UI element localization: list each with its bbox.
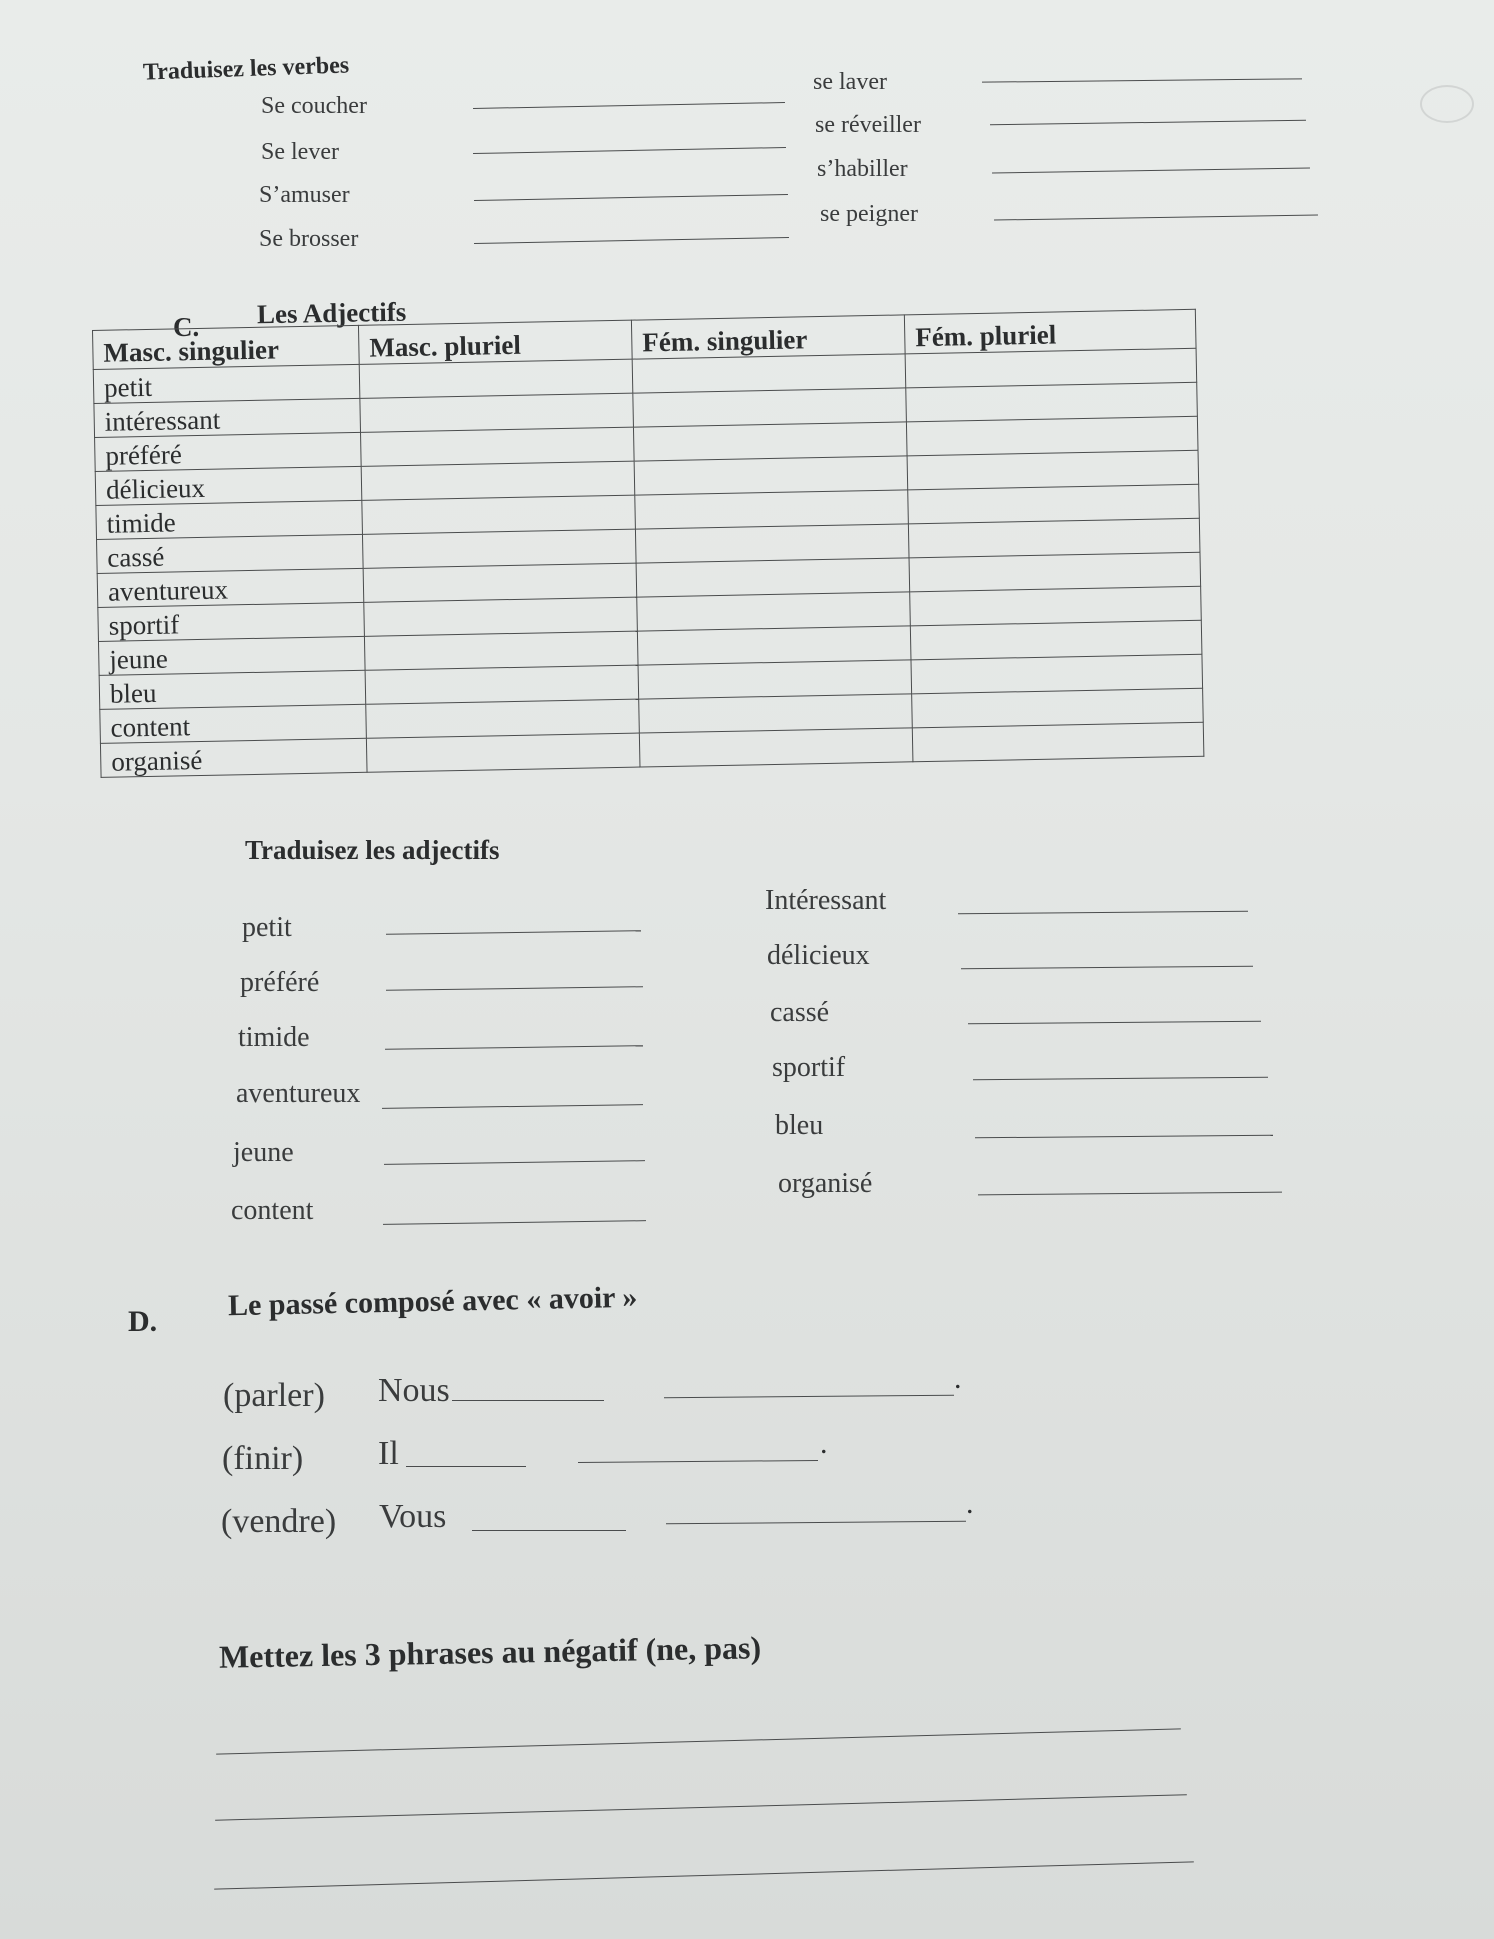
verb-answer-line-right-2[interactable] — [990, 120, 1306, 125]
row-adjective: préféré — [95, 432, 362, 471]
adj-answer-line-right-6[interactable] — [978, 1192, 1282, 1196]
adj-left-2: préféré — [240, 967, 320, 998]
answer-cell[interactable] — [365, 665, 639, 704]
adj-right-6: organisé — [778, 1168, 873, 1199]
answer-cell[interactable] — [362, 495, 636, 534]
negative-answer-line-2[interactable] — [215, 1794, 1187, 1820]
answer-cell[interactable] — [639, 728, 913, 767]
adj-answer-line-left-4[interactable] — [382, 1104, 643, 1109]
adj-right-4: sportif — [772, 1052, 846, 1083]
answer-cell[interactable] — [635, 490, 909, 529]
verb-right-2: se réveiller — [815, 112, 921, 138]
answer-cell[interactable] — [639, 694, 913, 733]
adj-answer-line-right-3[interactable] — [968, 1021, 1261, 1025]
answer-cell[interactable] — [908, 484, 1200, 524]
row-adjective: petit — [93, 364, 360, 403]
pc-subject-2: Il — [378, 1435, 399, 1472]
answer-cell[interactable] — [366, 699, 640, 738]
answer-cell[interactable] — [359, 359, 633, 398]
answer-cell[interactable] — [907, 450, 1199, 490]
answer-cell[interactable] — [912, 722, 1204, 762]
row-adjective: sportif — [98, 602, 365, 641]
answer-cell[interactable] — [638, 660, 912, 699]
verb-left-2: Se lever — [261, 139, 339, 165]
adj-answer-line-right-5[interactable] — [975, 1135, 1273, 1139]
section-d-title: Le passé composé avec « avoir » — [227, 1280, 638, 1323]
pc-verb-2: (finir) — [222, 1440, 304, 1477]
row-adjective: intéressant — [94, 398, 361, 437]
adjectives-table — [92, 309, 1204, 778]
pc-auxiliary-line-3[interactable] — [472, 1530, 626, 1531]
answer-cell[interactable] — [633, 422, 907, 461]
answer-cell[interactable] — [637, 592, 911, 631]
header-fem-pluriel: Fém. pluriel — [904, 309, 1196, 354]
negative-title: Mettez les 3 phrases au négatif (ne, pas) — [218, 1629, 762, 1675]
adj-right-3: cassé — [770, 997, 830, 1028]
adj-right-5: bleu — [775, 1110, 824, 1141]
answer-cell[interactable] — [362, 529, 636, 568]
section-c-title: Les Adjectifs — [256, 296, 407, 330]
pc-auxiliary-line-2[interactable] — [406, 1466, 526, 1467]
answer-cell[interactable] — [634, 456, 908, 495]
verb-right-4: se peigner — [820, 201, 918, 227]
adj-right-2: délicieux — [767, 940, 870, 971]
answer-cell[interactable] — [906, 382, 1198, 422]
verb-answer-line-right-3[interactable] — [992, 168, 1310, 174]
verb-left-4: Se brosser — [259, 226, 359, 252]
row-adjective: jeune — [98, 636, 365, 675]
section-c-letter: C. — [173, 312, 200, 342]
answer-cell[interactable] — [911, 654, 1203, 694]
answer-cell[interactable] — [636, 558, 910, 597]
adj-answer-line-left-2[interactable] — [386, 986, 643, 991]
verb-left-3: S’amuser — [259, 182, 350, 208]
verbs-title: Traduisez les verbes — [142, 52, 350, 86]
adj-answer-line-left-6[interactable] — [383, 1220, 646, 1225]
negative-answer-line-1[interactable] — [216, 1728, 1181, 1754]
header-masc-singulier: Masc. singulier — [93, 325, 360, 369]
row-adjective: aventureux — [97, 568, 364, 607]
verb-left-1: Se coucher — [261, 93, 367, 119]
verb-answer-line-left-2[interactable] — [473, 147, 786, 154]
section-d-letter: D. — [128, 1305, 158, 1338]
answer-cell[interactable] — [632, 354, 906, 393]
adjectives-title: Traduisez les adjectifs — [245, 835, 500, 865]
answer-cell[interactable] — [363, 563, 637, 602]
verb-answer-line-left-4[interactable] — [474, 237, 789, 244]
negative-answer-line-3[interactable] — [214, 1861, 1194, 1889]
answer-cell[interactable] — [637, 626, 911, 665]
adj-answer-line-right-2[interactable] — [961, 966, 1253, 970]
answer-cell[interactable] — [905, 348, 1197, 388]
page-mark — [1420, 85, 1474, 123]
pc-verb-1: (parler) — [223, 1377, 325, 1414]
adj-right-1: Intéressant — [765, 885, 887, 916]
verb-answer-line-left-1[interactable] — [473, 102, 785, 109]
adj-answer-line-left-5[interactable] — [384, 1160, 645, 1165]
answer-cell[interactable] — [908, 518, 1200, 558]
pc-participle-line-3[interactable] — [666, 1521, 966, 1525]
pc-period-2: . — [820, 1427, 828, 1460]
answer-cell[interactable] — [361, 461, 635, 500]
adj-answer-line-right-1[interactable] — [958, 911, 1248, 915]
answer-cell[interactable] — [910, 586, 1202, 626]
pc-subject-3: Vous — [379, 1498, 447, 1535]
row-adjective: content — [100, 704, 367, 743]
answer-cell[interactable] — [633, 388, 907, 427]
adj-left-1: petit — [242, 912, 292, 943]
answer-cell[interactable] — [912, 688, 1204, 728]
pc-verb-3: (vendre) — [221, 1503, 337, 1540]
answer-cell[interactable] — [366, 733, 640, 772]
adj-answer-line-left-1[interactable] — [386, 930, 641, 935]
answer-cell[interactable] — [360, 393, 634, 432]
pc-period-3: . — [966, 1487, 974, 1520]
pc-auxiliary-line-1[interactable] — [452, 1400, 604, 1401]
pc-participle-line-2[interactable] — [578, 1460, 818, 1463]
row-adjective: bleu — [99, 670, 366, 709]
adj-left-3: timide — [238, 1022, 310, 1053]
answer-cell[interactable] — [361, 427, 635, 466]
row-adjective: délicieux — [95, 466, 362, 505]
verb-right-3: s’habiller — [817, 156, 908, 182]
verb-answer-line-right-4[interactable] — [994, 214, 1318, 220]
row-adjective: organisé — [100, 738, 367, 777]
verb-answer-line-left-3[interactable] — [474, 194, 788, 201]
pc-subject-1: Nous — [378, 1372, 450, 1409]
verb-right-1: se laver — [813, 69, 887, 95]
header-fem-singulier: Fém. singulier — [631, 315, 905, 359]
row-adjective: cassé — [97, 534, 364, 573]
pc-period-1: . — [954, 1362, 962, 1395]
header-masc-pluriel: Masc. pluriel — [358, 320, 632, 364]
adj-answer-line-left-3[interactable] — [385, 1045, 643, 1050]
answer-cell[interactable] — [364, 597, 638, 636]
answer-cell[interactable] — [910, 620, 1202, 660]
answer-cell[interactable] — [909, 552, 1201, 592]
adj-left-4: aventureux — [236, 1078, 361, 1109]
verb-answer-line-right-1[interactable] — [982, 78, 1302, 82]
row-adjective: timide — [96, 500, 363, 539]
answer-cell[interactable] — [635, 524, 909, 563]
answer-cell[interactable] — [364, 631, 638, 670]
adj-left-5: jeune — [233, 1137, 294, 1168]
pc-participle-line-1[interactable] — [664, 1395, 954, 1399]
answer-cell[interactable] — [906, 416, 1198, 456]
adj-answer-line-right-4[interactable] — [973, 1077, 1268, 1081]
adj-left-6: content — [231, 1195, 314, 1226]
